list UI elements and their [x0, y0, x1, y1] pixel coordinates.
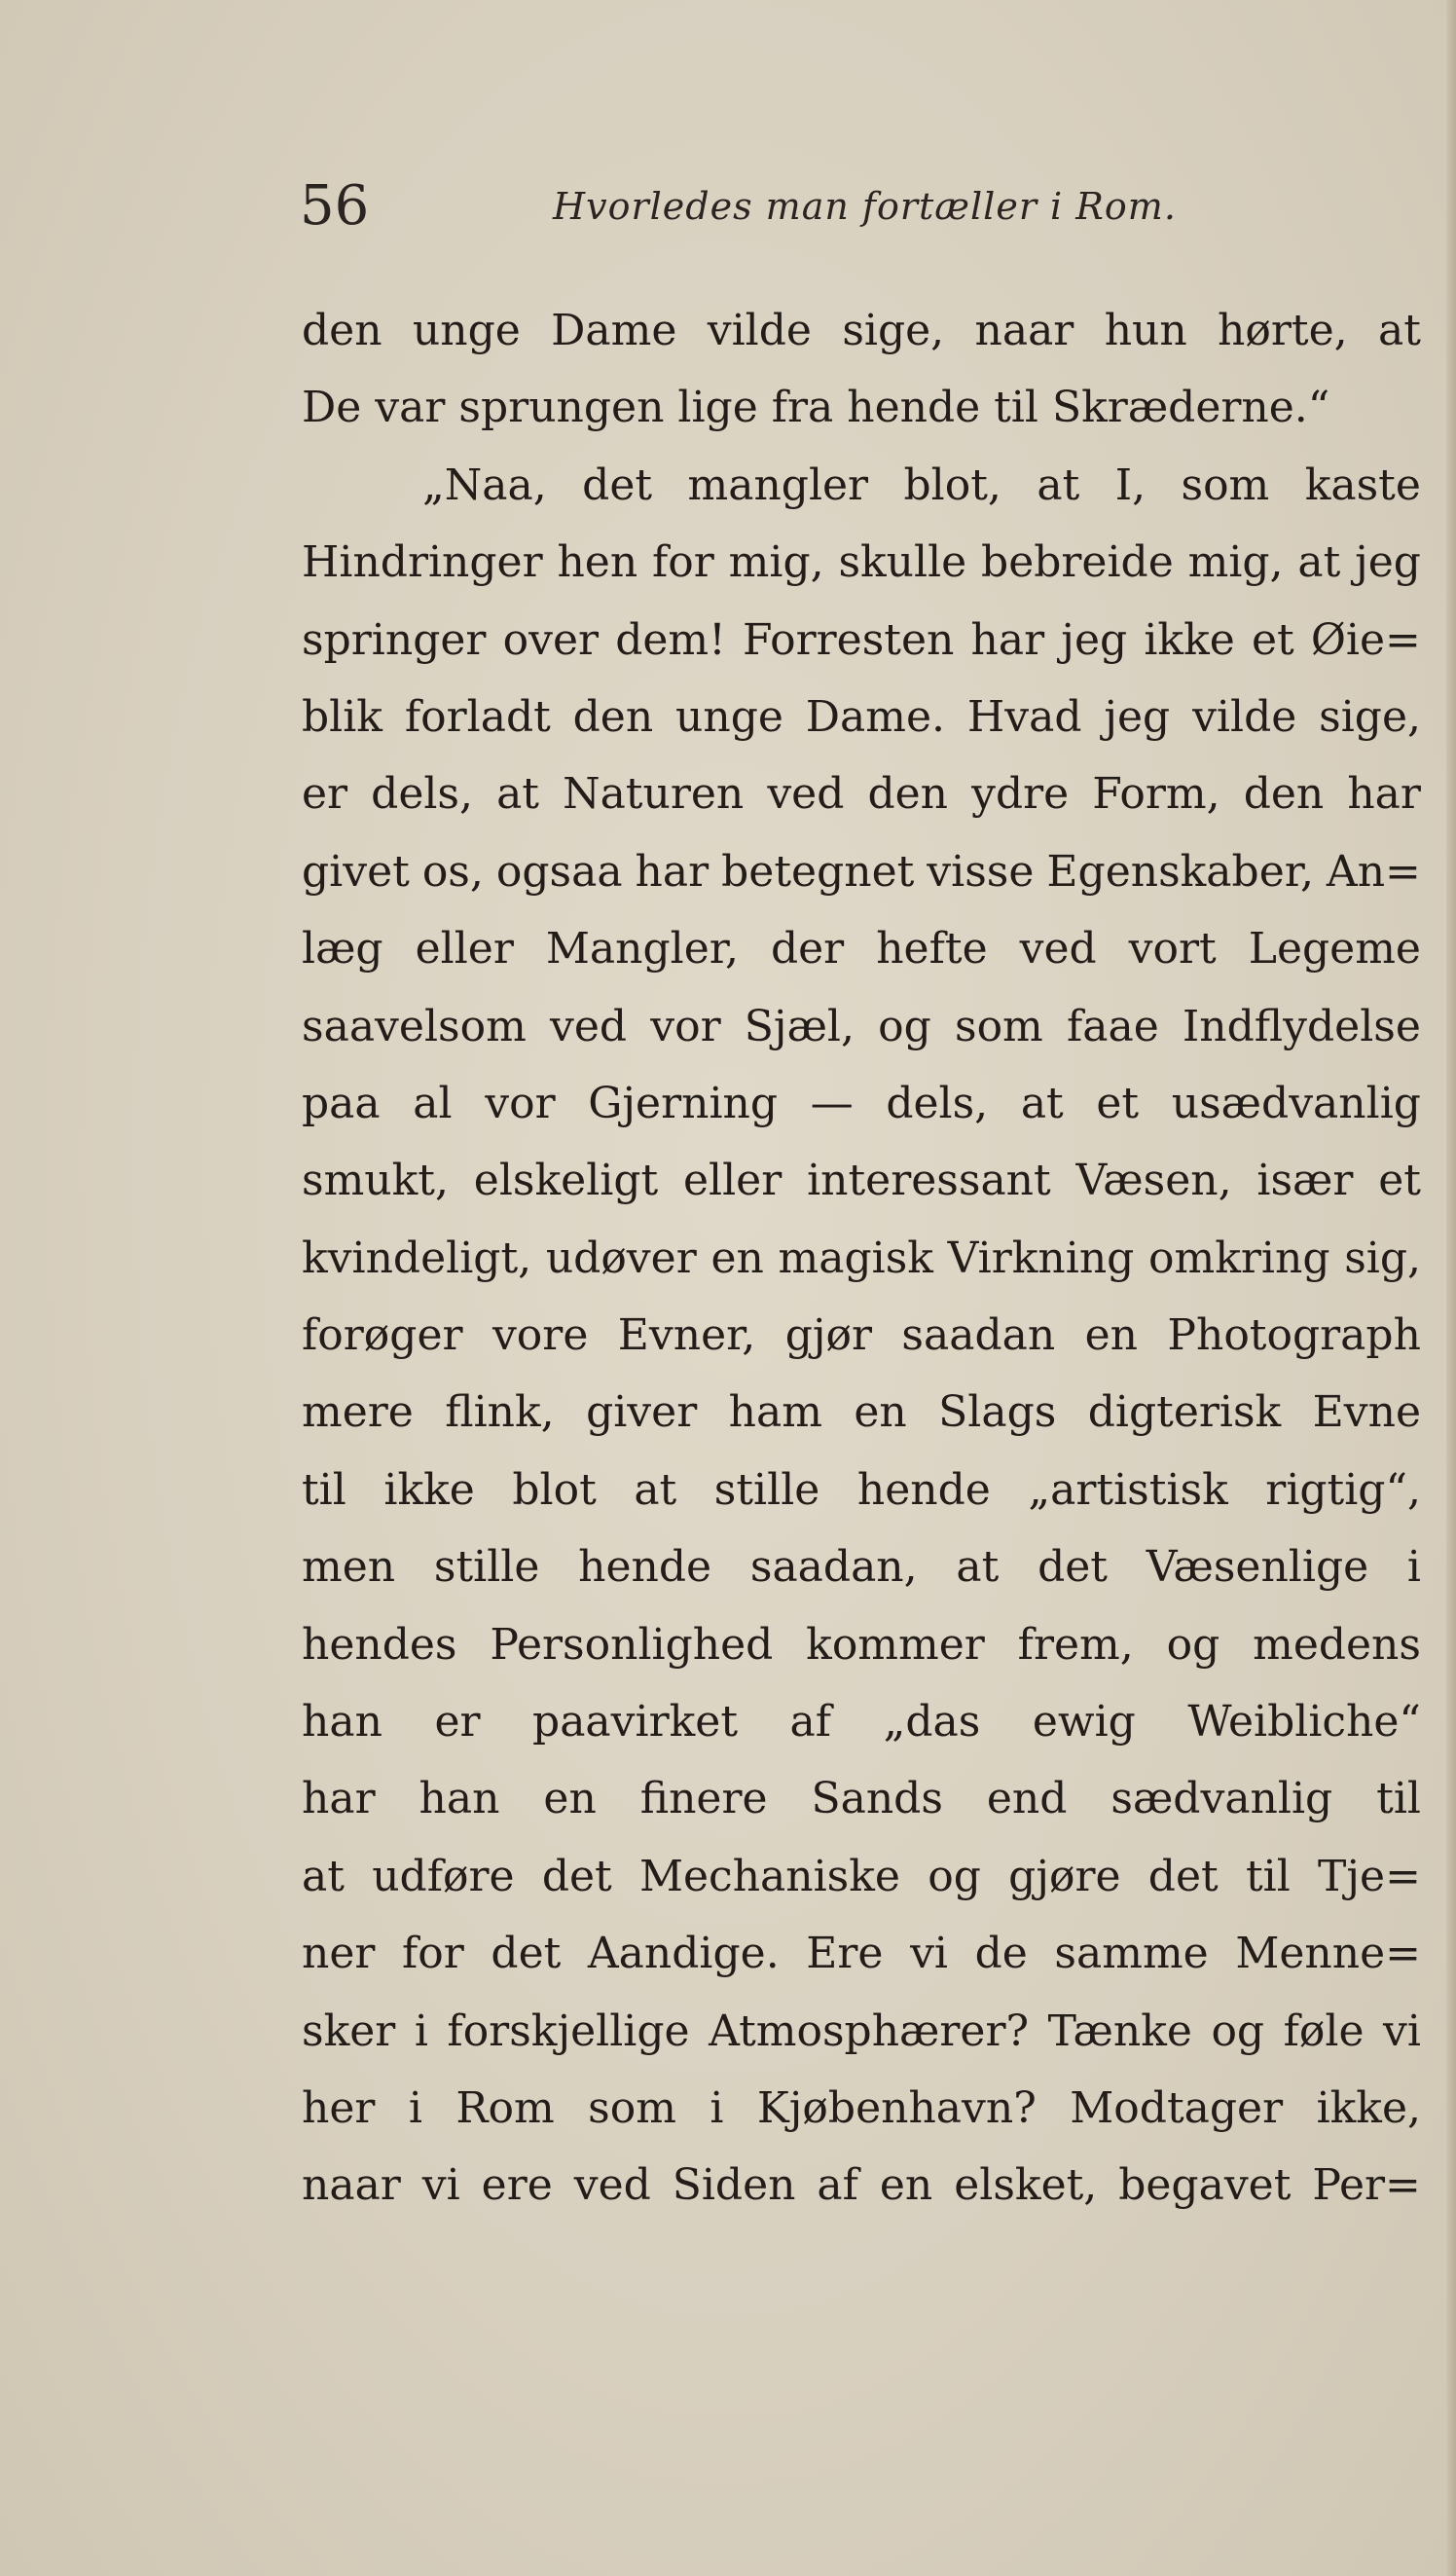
text-line: den unge Dame vilde sige, naar hun hørte, at: [302, 306, 1421, 355]
text-line: forøger vore Evner, gjør saadan en Photograph: [302, 1310, 1421, 1361]
text-line: paa al vor Gjerning — dels, at et usædvanlig: [302, 1078, 1421, 1128]
text-line: at udføre det Mechaniske og gjøre det til Tje=: [302, 1851, 1421, 1901]
body-text: [302, 292, 1421, 2225]
page-edge: [1446, 0, 1456, 2576]
text-line: mere flink, giver ham en Slags digterisk Evne: [302, 1387, 1421, 1438]
text-line: læg eller Mangler, der hefte ved vort Legeme: [302, 924, 1421, 975]
page-number: 56: [300, 174, 370, 238]
text-line: er dels, at Naturen ved den ydre Form, den har: [302, 769, 1421, 820]
text-line: hendes Personlighed kommer frem, og medens: [302, 1619, 1421, 1670]
text-line: ner for det Aandige. Ere vi de samme Menne=: [302, 1929, 1421, 1979]
text-line: De var sprungen lige fra hende til Skræderne.“: [302, 383, 1330, 433]
text-line: „Naa, det mangler blot, at I, som kaste: [422, 460, 1421, 510]
text-line: men stille hende saadan, at det Væsenlige i: [302, 1542, 1421, 1593]
running-head: Hvorledes man fortæller i Rom.: [553, 185, 1177, 228]
text-line: givet os, ogsaa har betegnet visse Egenskaber, An=: [302, 846, 1421, 897]
text-line: har han en finere Sands end sædvanlig til: [302, 1774, 1421, 1824]
page-header: [300, 167, 1417, 245]
text-line: han er paavirket af „das ewig Weibliche“: [302, 1697, 1421, 1748]
text-line: sker i forskjellige Atmosphærer? Tænke og føle vi: [302, 2006, 1421, 2056]
text-line: smukt, elskeligt eller interessant Væsen, især et: [302, 1156, 1421, 1206]
text-line: saavelsom ved vor Sjæl, og som faae Indflydelse: [302, 1001, 1421, 1051]
text-line: her i Rom som i Kjøbenhavn? Modtager ikke,: [302, 2082, 1421, 2133]
text-line: kvindeligt, udøver en magisk Virkning omkring sig,: [302, 1233, 1421, 1283]
text-line: Hindringer hen for mig, skulle bebreide mig, at jeg: [302, 537, 1421, 588]
text-line: blik forladt den unge Dame. Hvad jeg vilde sige,: [302, 691, 1421, 742]
text-line: naar vi ere ved Siden af en elsket, begavet Per=: [302, 2160, 1421, 2211]
text-line: til ikke blot at stille hende „artistisk rigtig“,: [302, 1464, 1421, 1515]
text-line: springer over dem! Forresten har jeg ikke et Øie=: [302, 614, 1421, 665]
